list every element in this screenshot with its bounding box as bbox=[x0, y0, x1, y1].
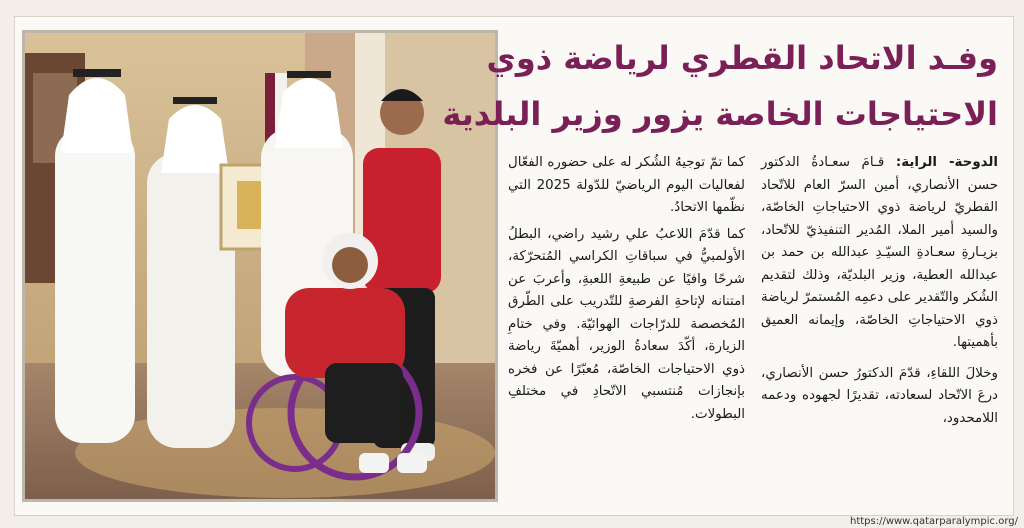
paragraph-1-text: قـامَ سعـادةُ الدكتور حسن الأنصاري، أمين السرّ العام للاتّحاد القطريّ لرياضة ذوي الاحتياجاتِ الخاصّة، والسيد أمير الملا، المُدير التنفيذيّ للاتّحاد، بزيـارةِ سعـادةِ السيّـدِ عبدالله بن حمد بن عبدالله العطية، وزير البلديّة، وذلك لتقديم الشُكر والتّقدير على دعمِه المُستمرّ لرياضة ذوي الاحتياجاتِ الخاصّة، وإيمانه العميق بأهميتها. bbox=[761, 155, 998, 350]
headline-line-1: وفـد الاتحاد القطري لرياضة ذوي bbox=[486, 39, 998, 77]
headline-line-2: الاحتياجات الخاصة يزور وزير البلدية bbox=[442, 95, 998, 133]
article-column-left bbox=[508, 152, 745, 502]
article-column-right bbox=[761, 152, 998, 502]
paragraph-2: وخلالَ اللقاءِ، قدّمَ الدكتورُ حسن الأنصاري، درعَ الاتّحاد لسعادته، تقديرًا لجهوده ودعمه اللامحدود، bbox=[761, 365, 998, 426]
photo-illustration bbox=[25, 33, 495, 499]
article-body bbox=[508, 152, 998, 502]
dateline: الدوحة- الراية: bbox=[895, 155, 998, 170]
article-headline bbox=[442, 30, 998, 142]
paragraph-1 bbox=[761, 152, 998, 355]
news-photo bbox=[22, 30, 498, 502]
source-url[interactable]: https://www.qatarparalympic.org/ bbox=[849, 516, 1018, 527]
paragraph-3: كما تمّ توجيهُ الشُكر له على حضوره الفعّال لفعاليات اليوم الرياضيّ للدّولة 2025 التي نظّمها الاتحادُ. bbox=[508, 155, 745, 215]
paragraph-4: كما قدّمَ اللاعبُ علي رشيد راضي، البطلُ الأولمبيُّ في سباقاتِ الكراسي المُتحرّكة، شرحًا وافيًا عن طبيعةِ اللعبةِ، وأعربَ عن امتنانه لإتاحةِ الفرصةِ للتّدريب على الطّرق المُخصصة للدرّاجات الهوائيّة. وفي ختامِ الزيارة، أكّدَ سعادةُ الوزير، أهميّةَ رياضة ذوي الاحتياجات الخاصّة، مُعبّرًا عن فخره بإنجازات مُنتسبي الاتّحادِ في مختلفِ البطولات. bbox=[508, 226, 745, 422]
